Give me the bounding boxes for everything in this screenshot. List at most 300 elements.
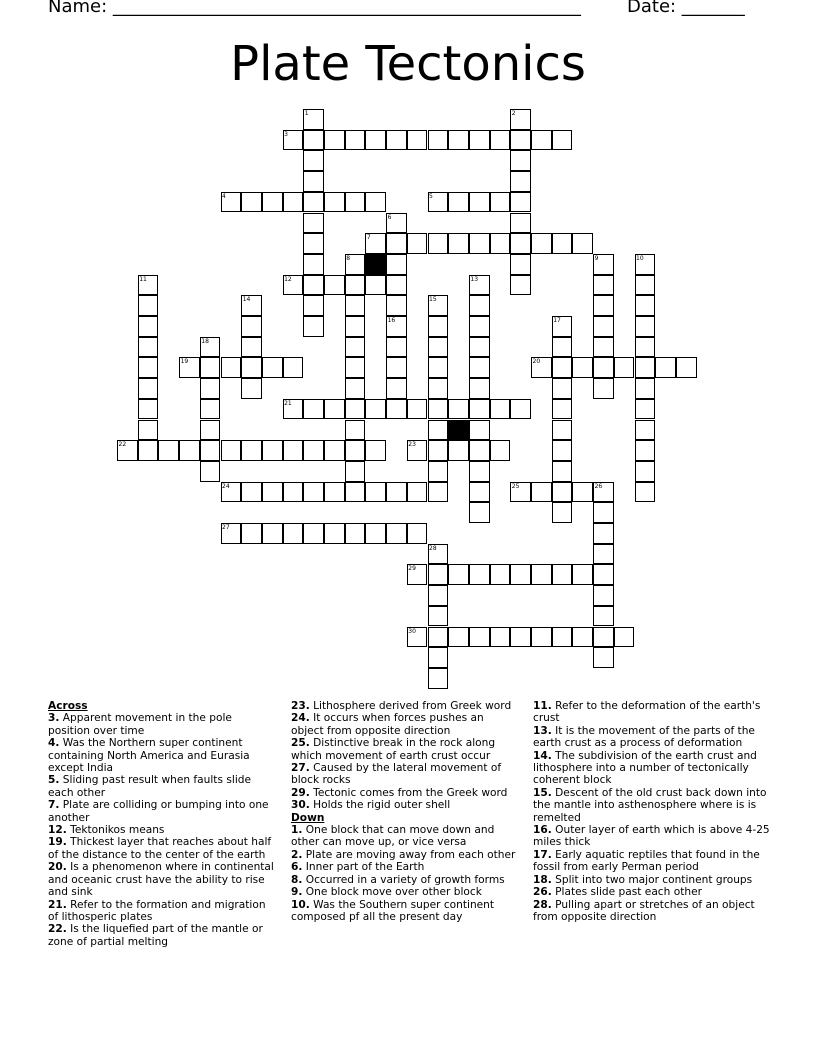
clue-text: Caused by the lateral movement of block rocks: [291, 762, 502, 787]
grid-cell[interactable]: [200, 420, 221, 441]
grid-cell[interactable]: [614, 627, 635, 648]
clue-number-label: 4.: [48, 737, 60, 750]
clue-item: [533, 787, 773, 824]
clue-number: 22: [118, 441, 127, 449]
grid-cell[interactable]: [593, 627, 614, 648]
across-heading: Across: [48, 700, 88, 712]
clue-item: [533, 886, 773, 898]
grid-cell[interactable]: [407, 523, 428, 544]
grid-cell[interactable]: [303, 130, 324, 151]
grid-cell[interactable]: [448, 233, 469, 254]
clue-text: Early aquatic reptiles that found in the fossil from early Perman period: [533, 848, 760, 874]
grid-cell[interactable]: [345, 192, 366, 213]
grid-cell[interactable]: [407, 482, 428, 503]
grid-cell[interactable]: [428, 420, 449, 441]
grid-block: [448, 420, 469, 441]
clue-number-label: 29.: [291, 786, 310, 799]
grid-cell[interactable]: [572, 233, 593, 254]
grid-cell[interactable]: [593, 647, 614, 668]
clue-text: Plate are moving away from each other: [302, 848, 516, 861]
grid-cell[interactable]: [469, 564, 490, 585]
grid-cell[interactable]: [655, 357, 676, 378]
clue-text: It occurs when forces pushes an object from opposite direction: [291, 712, 484, 737]
grid-cell[interactable]: [572, 357, 593, 378]
grid-cell[interactable]: [283, 440, 304, 461]
grid-cell[interactable]: [469, 482, 490, 503]
grid-cell[interactable]: [283, 192, 304, 213]
grid-cell[interactable]: [510, 171, 531, 192]
grid-cell[interactable]: [614, 357, 635, 378]
grid-cell[interactable]: [428, 440, 449, 461]
grid-cell[interactable]: [635, 482, 656, 503]
clue-item: [291, 737, 519, 762]
grid-cell[interactable]: [572, 482, 593, 503]
grid-cell[interactable]: [490, 192, 511, 213]
clue-number: 12: [284, 275, 292, 283]
grid-cell[interactable]: [324, 523, 345, 544]
grid-cell[interactable]: [552, 233, 573, 254]
clue-item: [533, 700, 773, 725]
grid-cell[interactable]: [448, 627, 469, 648]
grid-cell[interactable]: [552, 440, 573, 461]
grid-cell[interactable]: [510, 627, 531, 648]
grid-cell[interactable]: [303, 233, 324, 254]
clue-number: 28: [429, 544, 437, 552]
grid-cell[interactable]: [345, 399, 366, 420]
grid-cell[interactable]: [386, 130, 407, 151]
grid-cell[interactable]: [448, 192, 469, 213]
clue-number-label: 8.: [291, 873, 303, 886]
clue-number: 9: [594, 254, 599, 262]
grid-cell[interactable]: [386, 357, 407, 378]
clue-text: Sliding past result when faults slide each other: [48, 774, 251, 799]
grid-cell[interactable]: [428, 399, 449, 420]
grid-cell[interactable]: [200, 399, 221, 420]
page-title: Plate Tectonics: [230, 36, 586, 92]
grid-cell[interactable]: [428, 585, 449, 606]
clue-text: Apparent movement in the pole position over time: [48, 712, 232, 737]
grid-cell[interactable]: [365, 399, 386, 420]
clue-item: [533, 824, 773, 849]
grid-cell[interactable]: [386, 233, 407, 254]
grid-cell[interactable]: [262, 357, 283, 378]
grid-cell[interactable]: [200, 461, 221, 482]
grid-cell[interactable]: [469, 316, 490, 337]
grid-cell[interactable]: [448, 130, 469, 151]
grid-cell[interactable]: [386, 295, 407, 316]
grid-cell[interactable]: [262, 440, 283, 461]
grid-cell[interactable]: [303, 254, 324, 275]
grid-cell[interactable]: [552, 337, 573, 358]
grid-cell[interactable]: [635, 337, 656, 358]
grid-cell[interactable]: [572, 627, 593, 648]
grid-cell[interactable]: [345, 316, 366, 337]
clue-number-label: 26.: [533, 886, 552, 899]
grid-cell[interactable]: [510, 213, 531, 234]
grid-cell[interactable]: [345, 482, 366, 503]
grid-cell[interactable]: [324, 482, 345, 503]
grid-cell[interactable]: [593, 295, 614, 316]
clue-text: Was the Southern super continent composed pf all the present day: [291, 898, 495, 923]
grid-cell[interactable]: [303, 171, 324, 192]
grid-cell[interactable]: [221, 440, 242, 461]
grid-cell[interactable]: [345, 275, 366, 296]
grid-cell[interactable]: [324, 275, 345, 296]
grid-cell[interactable]: [283, 357, 304, 378]
grid-cell[interactable]: [428, 337, 449, 358]
clue-number: 1: [304, 110, 309, 117]
clue-number: 15: [429, 296, 437, 304]
clue-item: [533, 899, 773, 924]
grid-cell[interactable]: [345, 295, 366, 316]
clue-item: [48, 836, 276, 861]
grid-cell[interactable]: [635, 440, 656, 461]
grid-cell[interactable]: [324, 399, 345, 420]
grid-cell[interactable]: [490, 564, 511, 585]
clue-number-label: 5.: [48, 774, 60, 787]
clue-number-label: 28.: [533, 898, 552, 911]
grid-cell[interactable]: [428, 627, 449, 648]
clue-number: 2: [511, 110, 516, 117]
grid-cell[interactable]: [428, 357, 449, 378]
clue-item: [291, 886, 519, 898]
grid-cell[interactable]: [365, 482, 386, 503]
clue-number-label: 24.: [291, 712, 310, 725]
grid-cell[interactable]: [593, 502, 614, 523]
grid-cell[interactable]: [531, 233, 552, 254]
clue-number-label: 2.: [291, 848, 303, 861]
grid-cell[interactable]: [428, 130, 449, 151]
grid-cell[interactable]: [593, 357, 614, 378]
grid-cell[interactable]: [469, 130, 490, 151]
grid-cell[interactable]: [345, 420, 366, 441]
clue-number: 11: [139, 275, 147, 283]
clue-text: Pulling apart or stretches of an object from opposite direction: [533, 898, 755, 923]
grid-cell[interactable]: [345, 440, 366, 461]
clue-number: 20: [532, 358, 541, 366]
grid-cell[interactable]: [510, 399, 531, 420]
grid-cell[interactable]: [635, 399, 656, 420]
grid-cell[interactable]: [428, 233, 449, 254]
clue-number-label: 19.: [48, 836, 67, 849]
clue-number-label: 25.: [291, 737, 310, 750]
grid-cell[interactable]: [552, 564, 573, 585]
clue-number: 4: [222, 192, 226, 200]
clue-item: [291, 849, 519, 861]
grid-cell[interactable]: [552, 130, 573, 151]
clue-number: 16: [387, 317, 396, 324]
grid-cell[interactable]: [365, 130, 386, 151]
grid-cell[interactable]: [428, 606, 449, 627]
clue-text: Occurred in a variety of growth forms: [302, 873, 505, 886]
grid-cell[interactable]: [593, 606, 614, 627]
grid-cell[interactable]: [531, 627, 552, 648]
grid-cell[interactable]: [200, 357, 221, 378]
clue-number: 25: [511, 482, 520, 490]
grid-cell[interactable]: [241, 192, 262, 213]
clue-item: [291, 861, 519, 873]
clue-number: 19: [180, 358, 189, 366]
grid-cell[interactable]: [345, 337, 366, 358]
clue-item: [533, 849, 773, 874]
grid-cell[interactable]: [572, 564, 593, 585]
grid-cell[interactable]: [241, 316, 262, 337]
grid-cell[interactable]: [469, 627, 490, 648]
grid-cell[interactable]: [345, 130, 366, 151]
clue-text: Is a phenomenon where in continental and oceanic crust have the ability to rise and sink: [48, 861, 274, 899]
grid-cell[interactable]: [386, 399, 407, 420]
grid-cell[interactable]: [386, 337, 407, 358]
grid-cell[interactable]: [469, 420, 490, 441]
grid-cell[interactable]: [510, 564, 531, 585]
grid-cell[interactable]: [490, 233, 511, 254]
grid-cell[interactable]: [324, 440, 345, 461]
grid-cell[interactable]: [345, 378, 366, 399]
grid-cell[interactable]: [635, 461, 656, 482]
grid-cell[interactable]: [138, 295, 159, 316]
grid-cell[interactable]: [448, 440, 469, 461]
clue-number-label: 27.: [291, 762, 310, 775]
grid-cell[interactable]: [510, 150, 531, 171]
grid-cell[interactable]: [200, 440, 221, 461]
clue-item: [291, 787, 519, 799]
clue-number: 18: [201, 337, 209, 345]
grid-cell[interactable]: [469, 192, 490, 213]
grid-cell[interactable]: [469, 295, 490, 316]
grid-cell[interactable]: [303, 523, 324, 544]
grid-cell[interactable]: [303, 440, 324, 461]
clue-text: Distinctive break in the rock along which movement of earth crust occur: [291, 737, 496, 762]
grid-cell[interactable]: [345, 357, 366, 378]
clue-item: [48, 712, 276, 737]
clue-number: 13: [470, 275, 479, 283]
clue-number: 10: [636, 254, 644, 262]
grid-cell[interactable]: [593, 544, 614, 565]
clue-item: [291, 824, 519, 849]
grid-cell[interactable]: [531, 482, 552, 503]
grid-cell[interactable]: [262, 523, 283, 544]
clue-number-label: 13.: [533, 724, 552, 737]
grid-cell[interactable]: [469, 399, 490, 420]
grid-cell[interactable]: [365, 192, 386, 213]
clues-column-1: [48, 700, 276, 948]
grid-cell[interactable]: [365, 275, 386, 296]
grid-cell[interactable]: [200, 378, 221, 399]
clue-item: [48, 737, 276, 774]
clue-number-label: 1.: [291, 824, 303, 837]
grid-cell[interactable]: [635, 420, 656, 441]
grid-cell[interactable]: [469, 337, 490, 358]
clue-number-label: 22.: [48, 923, 67, 936]
grid-cell[interactable]: [283, 523, 304, 544]
grid-cell[interactable]: [138, 357, 159, 378]
grid-cell[interactable]: [593, 523, 614, 544]
grid-cell[interactable]: [324, 130, 345, 151]
grid-cell[interactable]: [428, 482, 449, 503]
grid-cell[interactable]: [593, 564, 614, 585]
clue-text: Descent of the old crust back down into the mantle into asthenosphere where is is remelted: [533, 786, 767, 824]
down-heading: Down: [291, 811, 325, 824]
grid-cell[interactable]: [241, 337, 262, 358]
grid-cell[interactable]: [303, 482, 324, 503]
grid-cell[interactable]: [241, 378, 262, 399]
grid-cell[interactable]: [593, 275, 614, 296]
grid-cell[interactable]: [138, 316, 159, 337]
grid-cell[interactable]: [510, 275, 531, 296]
grid-cell[interactable]: [510, 233, 531, 254]
grid-cell[interactable]: [428, 564, 449, 585]
clue-item: [48, 899, 276, 924]
grid-cell[interactable]: [303, 399, 324, 420]
grid-cell[interactable]: [138, 399, 159, 420]
clue-item: [533, 725, 773, 750]
grid-cell[interactable]: [635, 295, 656, 316]
grid-cell[interactable]: [303, 213, 324, 234]
grid-cell[interactable]: [552, 357, 573, 378]
grid-cell[interactable]: [241, 482, 262, 503]
grid-cell[interactable]: [283, 482, 304, 503]
grid-cell[interactable]: [386, 482, 407, 503]
grid-cell[interactable]: [138, 378, 159, 399]
clue-number-label: 12.: [48, 824, 67, 837]
grid-cell[interactable]: [303, 275, 324, 296]
grid-cell[interactable]: [241, 523, 262, 544]
clue-number-label: 18.: [533, 873, 552, 886]
grid-cell[interactable]: [365, 523, 386, 544]
clue-text: Refer to the deformation of the earth's crust: [533, 700, 761, 725]
name-field[interactable]: Name: ____________________________________________________: [48, 0, 581, 17]
clue-item: [291, 712, 519, 737]
grid-cell[interactable]: [303, 192, 324, 213]
grid-cell[interactable]: [386, 523, 407, 544]
grid-cell[interactable]: [324, 192, 345, 213]
clue-text: Holds the rigid outer shell: [309, 799, 451, 812]
grid-cell[interactable]: [635, 275, 656, 296]
grid-cell[interactable]: [490, 627, 511, 648]
clue-text: Refer to the formation and migration of lithosperic plates: [48, 898, 266, 923]
grid-cell[interactable]: [179, 440, 200, 461]
clue-text: Inner part of the Earth: [302, 861, 425, 874]
clue-text: The subdivision of the earth crust and lithosphere into a number of tectonically coherent block: [533, 749, 757, 787]
grid-cell[interactable]: [510, 130, 531, 151]
grid-cell[interactable]: [386, 275, 407, 296]
clue-text: Split into two major continent groups: [551, 873, 753, 886]
grid-cell[interactable]: [552, 461, 573, 482]
clue-item: [291, 700, 519, 712]
clue-text: One block that can move down and other can move up, or vice versa: [291, 824, 495, 849]
grid-cell[interactable]: [552, 420, 573, 441]
grid-cell[interactable]: [635, 316, 656, 337]
grid-cell[interactable]: [469, 440, 490, 461]
grid-cell[interactable]: [138, 337, 159, 358]
grid-cell[interactable]: [676, 357, 697, 378]
clue-item: [291, 799, 519, 811]
clue-number: 6: [387, 213, 392, 221]
clue-item: [48, 923, 276, 948]
clue-text: Is the liquefied part of the mantle or zone of partial melting: [48, 923, 263, 948]
grid-cell[interactable]: [469, 233, 490, 254]
grid-cell[interactable]: [138, 440, 159, 461]
grid-cell[interactable]: [510, 192, 531, 213]
grid-cell[interactable]: [303, 295, 324, 316]
grid-cell[interactable]: [158, 440, 179, 461]
grid-cell[interactable]: [469, 502, 490, 523]
clue-text: Tektonikos means: [66, 824, 165, 837]
grid-cell[interactable]: [552, 399, 573, 420]
grid-cell[interactable]: [365, 440, 386, 461]
grid-cell[interactable]: [552, 627, 573, 648]
clue-number: 27: [222, 524, 230, 531]
grid-cell[interactable]: [593, 585, 614, 606]
grid-cell[interactable]: [593, 378, 614, 399]
grid-cell[interactable]: [448, 564, 469, 585]
grid-cell[interactable]: [386, 378, 407, 399]
clue-item: [291, 762, 519, 787]
grid-cell[interactable]: [386, 254, 407, 275]
grid-cell[interactable]: [303, 316, 324, 337]
grid-cell[interactable]: [428, 668, 449, 689]
grid-cell[interactable]: [469, 357, 490, 378]
clue-text: Was the Northern super continent containing North America and Eurasia except India: [48, 737, 250, 775]
clue-item: [48, 824, 276, 836]
grid-cell[interactable]: [552, 482, 573, 503]
clue-text: Tectonic comes from the Greek word: [309, 786, 508, 799]
grid-cell[interactable]: [635, 378, 656, 399]
grid-cell[interactable]: [407, 130, 428, 151]
grid-cell[interactable]: [593, 337, 614, 358]
grid-cell[interactable]: [428, 647, 449, 668]
grid-cell[interactable]: [552, 378, 573, 399]
grid-cell[interactable]: [303, 150, 324, 171]
clue-text: Outer layer of earth which is above 4-25 miles thick: [533, 824, 770, 849]
clue-number-label: 30.: [291, 799, 310, 812]
grid-cell[interactable]: [635, 357, 656, 378]
grid-cell[interactable]: [428, 316, 449, 337]
clue-item: [48, 799, 276, 824]
grid-cell[interactable]: [531, 130, 552, 151]
grid-cell[interactable]: [221, 357, 242, 378]
grid-cell[interactable]: [407, 233, 428, 254]
grid-cell[interactable]: [407, 399, 428, 420]
grid-cell[interactable]: [510, 254, 531, 275]
grid-cell[interactable]: [469, 461, 490, 482]
grid-cell[interactable]: [428, 461, 449, 482]
grid-cell[interactable]: [531, 564, 552, 585]
grid-cell[interactable]: [490, 399, 511, 420]
grid-cell[interactable]: [552, 502, 573, 523]
grid-cell[interactable]: [345, 523, 366, 544]
clue-number-label: 10.: [291, 898, 310, 911]
grid-cell[interactable]: [448, 399, 469, 420]
grid-cell[interactable]: [593, 316, 614, 337]
clue-number-label: 15.: [533, 786, 552, 799]
clue-item: [533, 874, 773, 886]
grid-cell[interactable]: [345, 461, 366, 482]
date-field[interactable]: Date: _______: [627, 0, 745, 17]
grid-cell[interactable]: [428, 378, 449, 399]
clue-number: 23: [408, 441, 416, 449]
grid-cell[interactable]: [490, 440, 511, 461]
grid-cell[interactable]: [469, 378, 490, 399]
grid-cell[interactable]: [241, 440, 262, 461]
grid-cell[interactable]: [241, 357, 262, 378]
grid-cell[interactable]: [490, 130, 511, 151]
grid-cell[interactable]: [262, 482, 283, 503]
grid-cell[interactable]: [138, 420, 159, 441]
grid-block: [365, 254, 386, 275]
clue-number: 8: [346, 254, 351, 262]
grid-cell[interactable]: [262, 192, 283, 213]
